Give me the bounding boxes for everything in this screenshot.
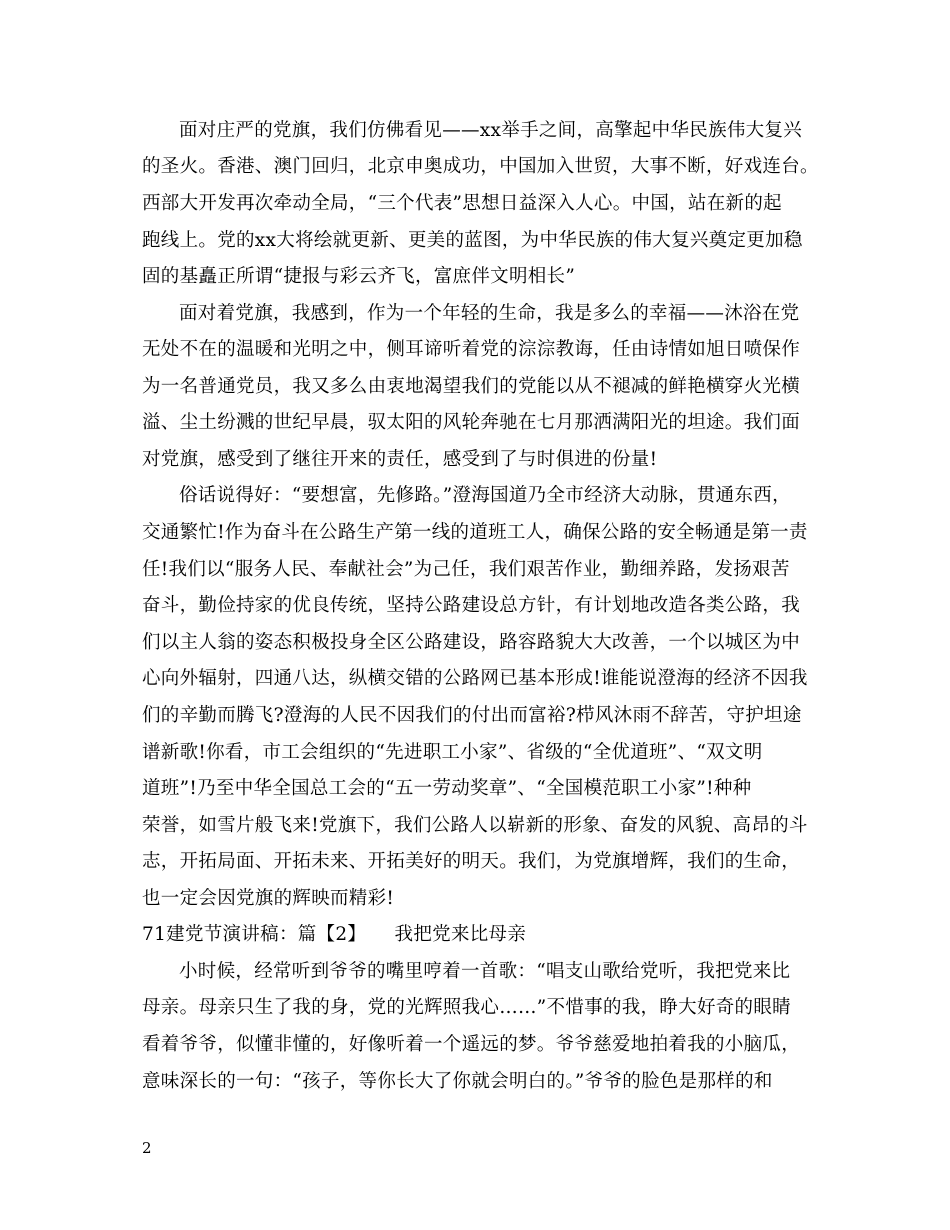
text-line: 交通繁忙!作为奋斗在公路生产第一线的道班工人，确保公路的安全畅通是第一责 [142, 522, 808, 543]
text-line: 面对着党旗，我感到，作为一个年轻的生命，我是多么的幸福——沐浴在党 [179, 303, 800, 324]
text-line: 谱新歌!你看，市工会组织的“先进职工小家”、省级的“全优道班”、“双文明 [142, 742, 763, 763]
page-number: 2 [142, 1139, 152, 1157]
text-line: 为一名普通党员，我又多么由衷地渴望我们的党能以从不褪减的鲜艳横穿火光横 [142, 376, 801, 397]
text-line: 跑线上。党的xx大将绘就更新、更美的蓝图，为中华民族的伟大复兴奠定更加稳 [142, 230, 803, 251]
text-line: 们以主人翁的姿态积极投身全区公路建设，路容路貌大大改善，一个以城区为中 [142, 632, 801, 653]
text-line: 也一定会因党旗的辉映而精彩! [142, 888, 395, 909]
text-line: 奋斗，勤俭持家的优良传统，坚持公路建设总方针，有计划地改造各类公路，我 [142, 595, 801, 616]
text-line: 道班”!乃至中华全国总工会的“五一劳动奖章”、“全国模范职工小家”!种种 [142, 778, 752, 799]
text-line: 小时候，经常听到爷爷的嘴里哼着一首歌：“唱支山歌给党听，我把党来比 [179, 961, 791, 982]
text-line: 对党旗，感受到了继往开来的责任，感受到了与时俱进的份量! [142, 449, 658, 470]
text-line: 志，开拓局面、开拓未来、开拓美好的明天。我们，为党旗增辉，我们的生命， [142, 851, 801, 872]
text-line: 任!我们以“服务人民、奉献社会”为己任，我们艰苦作业，勤细养路，发扬艰苦 [142, 559, 790, 580]
section-heading: 71建党节演讲稿：篇【2】 我把党来比母亲 [142, 924, 527, 945]
text-line: 荣誉，如雪片般飞来!党旗下，我们公路人以崭新的形象、奋发的风貌、高昂的斗 [142, 815, 808, 836]
text-line: 母亲。母亲只生了我的身，党的光辉照我心……”不惜事的我，睁大好奇的眼睛 [142, 997, 791, 1018]
text-line: 面对庄严的党旗，我们仿佛看见——xx举手之间，高擎起中华民族伟大复兴 [179, 120, 803, 141]
text-line: 俗话说得好：“要想富，先修路。”澄海国道乃全市经济大动脉，贯通东西， [179, 485, 791, 506]
text-line: 的圣火。香港、澳门回归，北京申奥成功，中国加入世贸，大事不断，好戏连台。 [142, 156, 819, 177]
text-line: 固的基矗正所谓“捷报与彩云齐飞，富庶伴文明相长” [142, 266, 576, 287]
text-line: 们的辛勤而腾飞?澄海的人民不因我们的付出而富裕?栉风沐雨不辞苦，守护坦途 [142, 705, 802, 726]
text-line: 看着爷爷，似懂非懂的，好像听着一个遥远的梦。爷爷慈爱地拍着我的小脑瓜， [142, 1034, 801, 1055]
text-line: 无处不在的温暖和光明之中，侧耳谛听着党的淙淙教诲，任由诗情如旭日喷保作 [142, 339, 801, 360]
text-line: 西部大开发再次牵动全局，“三个代表”思想日益深入人心。中国，站在新的起 [142, 193, 782, 214]
text-line: 溢、尘土纷溅的世纪早晨，驭太阳的风轮奔驰在七月那洒满阳光的坦途。我们面 [142, 412, 801, 433]
text-line: 意味深长的一句：“孩子，等你长大了你就会明白的。”爷爷的脸色是那样的和 [142, 1071, 773, 1092]
text-line: 心向外辐射，四通八达，纵横交错的公路网已基本形成!谁能说澄海的经济不因我 [142, 668, 808, 689]
